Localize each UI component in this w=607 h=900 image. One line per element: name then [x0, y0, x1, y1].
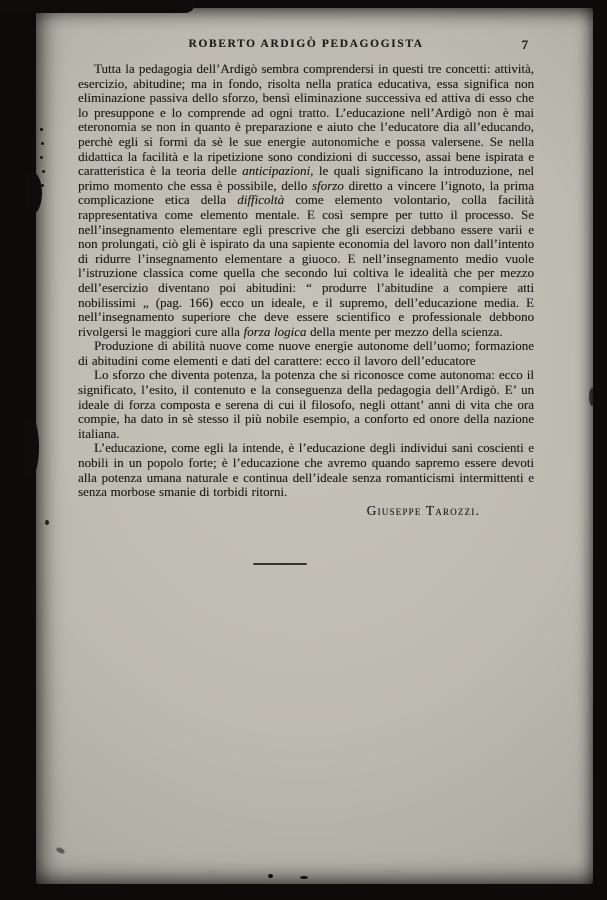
body-text: come elemento volontario, colla facilità rappresentativa come elemento mentale. E così sempre per tutto il processo. Se nell’insegnamento elementare egli prescrive che gli esercizi debbano essere varii e non prolungati, ciò gli è ispirato da una sapiente economia del lavoro non dall’intento di ridurre l’insegnamento elementare a giuoco. E nell’insegnamento medio vuole l’istruzione classica come quella che secondo lui coltiva le idealità che per mezzo dell’esercizio diventano poi abitudini: “ produrre l’abitudine a compiere atti nobilissimi „ (pag. 166) ecco un ideale, e il supremo, dell’educazione media. E nell’insegnamento superiore che deve essere scientifico e professionale debbono rivolgersi le maggiori cure alla [78, 192, 534, 339]
scan-artifact-speck [300, 876, 308, 879]
end-rule [253, 563, 307, 565]
body-text: L’educazione, come egli la intende, è l’educazione degli individui sani coscienti e nobili in un popolo forte; è l’educazione che avremo quando sapremo essere devoti alla potenza umana naturale e continua dell’ideale senza romanticismi intermittenti e senza morbose smanie di torbidi ritorni. [78, 440, 534, 500]
page-number: 7 [521, 37, 528, 52]
body-text: diretto a vincere l’ignoto, la prima complicazione etica della [78, 177, 534, 208]
paper [36, 8, 593, 884]
running-title: ROBERTO ARDIGÒ PEDAGOGISTA [188, 38, 424, 50]
page-header [78, 38, 534, 53]
body-text: della mente per mezzo della scienza. [306, 323, 503, 339]
italic-text: sforzo [311, 177, 344, 193]
body-text: , le quali significano la introduzione, nel primo momento che essa è possibile, dello [78, 163, 534, 193]
paragraph [78, 441, 534, 499]
text-column [78, 38, 534, 565]
paragraph [78, 62, 534, 339]
scan-artifact-speck [45, 520, 49, 525]
body-text: Produzione di abilità nuove come nuove energie autonome dell’uomo; formazione di abitudini come elementi e dati del carattere: ecco il lavoro dell’educatore [78, 338, 534, 368]
italic-text: anticipazioni [242, 163, 311, 179]
page-body [78, 62, 534, 500]
scan-artifact-top-edge [0, 0, 195, 13]
scan-artifact-speck [268, 874, 273, 878]
scan-artifact-speck [589, 388, 595, 406]
scan-artifact-dots [40, 128, 43, 131]
body-text: Tutta la pedagogia dell’Ardigò sembra comprendersi in questi tre concetti: attività, esercizio, abitudine; ma in fondo, risolta nella pratica educativa, essa significa non eliminazione passiva dello sforzo, bensì eliminazione successiva ed attiva di esso che lo presuppone e lo comprende ad ogni tratto. L’educazione nell’Ardigò non è mai eteronomia se non in quanto è preparazione e aiuto che l’educatore dia all’educando, perchè egli si formi da sè le sue energie autonomiche e possa valersene. Se nella didattica la facilità e la ripetizione sono condizioni di successo, assai bene ispirata e caratteristica è la teoria delle [78, 61, 534, 179]
paragraph [78, 368, 534, 441]
author-signature: Giuseppe Tarozzi. [366, 502, 480, 518]
italic-text: forza logica [243, 323, 307, 339]
scan-artifact-blob [24, 418, 39, 476]
paragraph [78, 339, 534, 368]
body-text: Lo sforzo che diventa potenza, la potenza che si riconosce come autonoma: ecco il significato, l’esito, il contenuto e la conseguenza della pedagogia dell’Ardigò. E’ un ideale di forza composta e serena di cui il filosofo, negli ottant’ anni di vita che ora compie, ha dato in sè stesso il più nobile esempio, a conforto ed onore della nazione italiana. [78, 367, 534, 441]
italic-text: difficoltà [237, 192, 285, 208]
